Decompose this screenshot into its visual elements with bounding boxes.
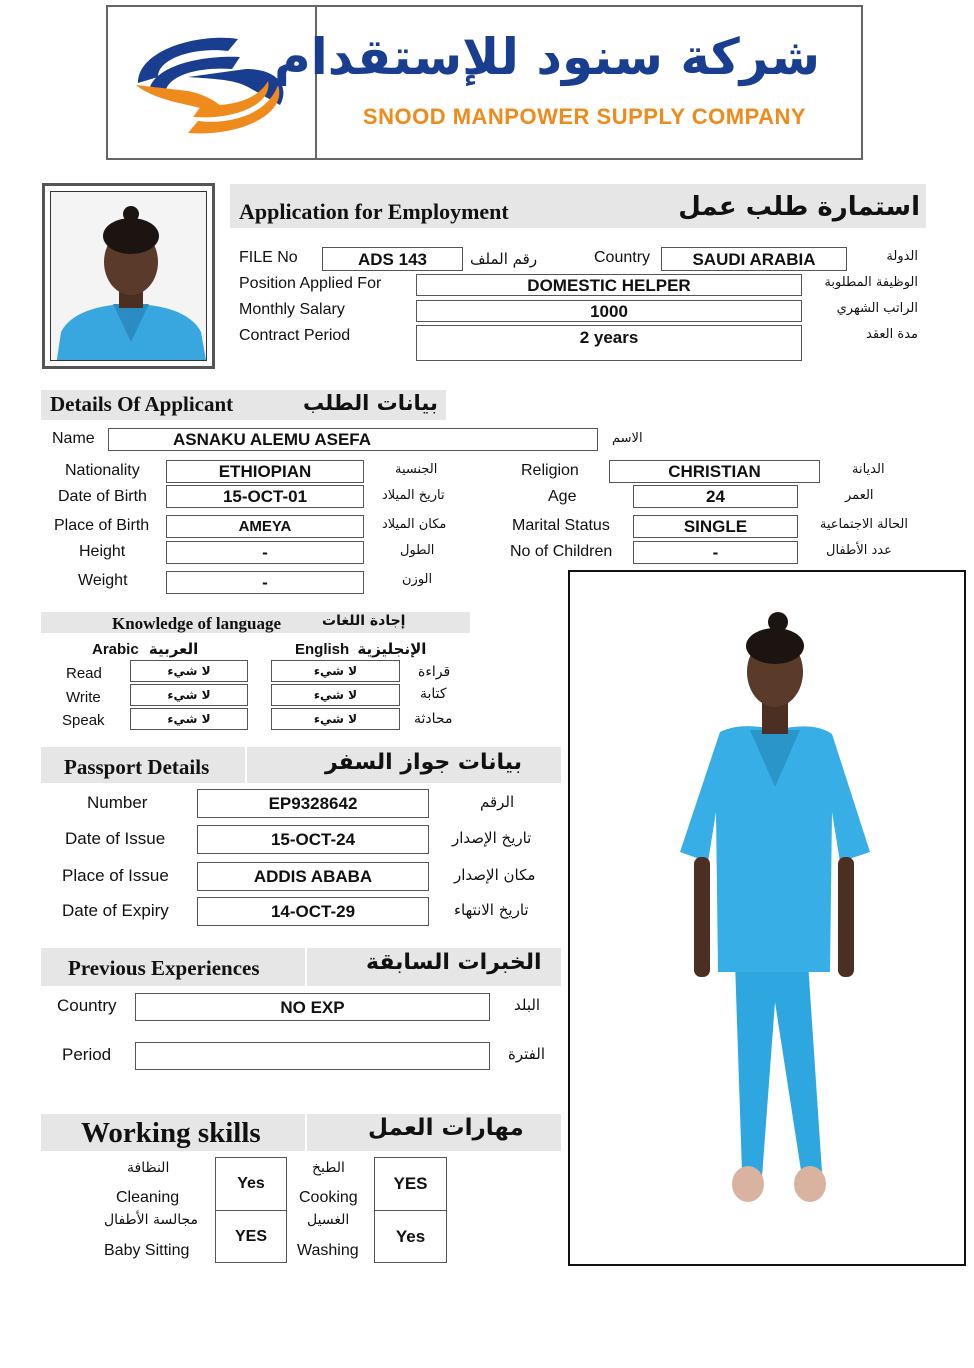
passport-place-label-ar: مكان الإصدار bbox=[454, 866, 536, 884]
babysitting-value: YES bbox=[215, 1210, 287, 1263]
contract-label: Contract Period bbox=[239, 327, 351, 344]
lang-speak-label-ar: محادثة bbox=[414, 711, 453, 727]
nationality-label-ar: الجنسية bbox=[395, 462, 438, 477]
passport-expiry-label-ar: تاريخ الانتهاء bbox=[454, 901, 529, 919]
name-label: Name bbox=[52, 430, 95, 447]
washing-label-ar: الغسيل bbox=[307, 1212, 350, 1228]
washing-label: Washing bbox=[297, 1242, 359, 1259]
contract-label-ar: مدة العقد bbox=[866, 327, 918, 342]
lang-write-arabic: لا شيء bbox=[130, 684, 248, 706]
passport-expiry-label: Date of Expiry bbox=[62, 901, 169, 920]
marital-label: Marital Status bbox=[512, 517, 610, 534]
dob-label: Date of Birth bbox=[58, 488, 147, 505]
country-label-ar: الدولة bbox=[886, 249, 918, 264]
experience-period-label: Period bbox=[62, 1045, 112, 1064]
experience-country-label: Country bbox=[57, 996, 117, 1015]
country-label: Country bbox=[594, 249, 651, 266]
title-english: Application for Employment bbox=[239, 199, 509, 224]
passport-issue-label-ar: تاريخ الإصدار bbox=[452, 829, 532, 847]
babysitting-label-ar: مجالسة الأطفال bbox=[104, 1212, 199, 1228]
applicant-section-title-ar: بيانات الطلب bbox=[303, 391, 438, 415]
salary-label: Monthly Salary bbox=[239, 301, 345, 318]
language-section-title-ar: إجادة اللغات bbox=[322, 613, 406, 629]
country-field: SAUDI ARABIA bbox=[661, 247, 847, 271]
marital-field: SINGLE bbox=[633, 515, 798, 538]
file-no-field: ADS 143 bbox=[322, 247, 463, 271]
cooking-value: YES bbox=[374, 1157, 447, 1211]
height-label: Height bbox=[79, 543, 126, 560]
nationality-label: Nationality bbox=[65, 462, 140, 479]
passport-place-label: Place of Issue bbox=[62, 866, 169, 885]
lang-speak-arabic: لا شيء bbox=[130, 708, 248, 730]
position-label: Position Applied For bbox=[239, 275, 382, 292]
passport-section-title-ar: بيانات جواز السفر bbox=[325, 750, 523, 775]
title-arabic: استمارة طلب عمل bbox=[678, 192, 920, 222]
skills-band-divider bbox=[305, 1114, 307, 1151]
language-section-title: Knowledge of language bbox=[112, 614, 282, 633]
cleaning-value: Yes bbox=[215, 1157, 287, 1211]
children-label: No of Children bbox=[510, 543, 613, 560]
english-header bbox=[295, 640, 426, 658]
arabic-label-ar: العربية bbox=[148, 640, 199, 658]
lang-read-english: لا شيء bbox=[271, 660, 400, 682]
english-label: English bbox=[295, 641, 350, 658]
skills-section-title: Working skills bbox=[81, 1117, 261, 1149]
english-label-ar: الإنجليزية bbox=[357, 640, 427, 658]
lang-speak-english: لا شيء bbox=[271, 708, 400, 730]
experience-band-divider bbox=[305, 948, 307, 986]
religion-field: CHRISTIAN bbox=[609, 460, 820, 483]
file-no-label-ar: رقم الملف bbox=[470, 250, 538, 268]
contract-field: 2 years bbox=[416, 325, 802, 361]
name-field: ASNAKU ALEMU ASEFA bbox=[108, 428, 598, 451]
cleaning-label-ar: النظافة bbox=[127, 1160, 170, 1176]
children-field: - bbox=[633, 541, 798, 564]
passport-number-label-ar: الرقم bbox=[480, 793, 515, 811]
position-field: DOMESTIC HELPER bbox=[416, 274, 802, 296]
height-label-ar: الطول bbox=[400, 543, 435, 558]
lang-read-arabic: لا شيء bbox=[130, 660, 248, 682]
experience-period-field bbox=[135, 1042, 490, 1070]
pob-label-ar: مكان الميلاد bbox=[382, 517, 447, 532]
cooking-label: Cooking bbox=[299, 1189, 358, 1206]
pob-field: AMEYA bbox=[166, 515, 364, 538]
passport-expiry-field: 14-OCT-29 bbox=[197, 897, 429, 926]
company-name-english: SNOOD MANPOWER SUPPLY COMPANY bbox=[362, 104, 807, 129]
applicant-photo-full bbox=[568, 570, 966, 1266]
arabic-label: Arabic bbox=[92, 641, 139, 658]
weight-field: - bbox=[166, 571, 364, 594]
age-label-ar: العمر bbox=[845, 488, 874, 503]
lang-speak-label: Speak bbox=[62, 712, 105, 729]
experience-country-label-ar: البلد bbox=[514, 996, 541, 1014]
lang-write-label: Write bbox=[66, 689, 101, 706]
children-label-ar: عدد الأطفال bbox=[826, 543, 892, 558]
applicant-photo-small bbox=[42, 183, 215, 369]
experience-section-title-ar: الخبرات السابقة bbox=[366, 950, 542, 975]
name-label-ar: الاسم bbox=[612, 431, 643, 446]
passport-band-divider bbox=[245, 747, 247, 783]
lang-read-label: Read bbox=[66, 665, 102, 682]
religion-label-ar: الديانة bbox=[852, 462, 885, 477]
salary-field: 1000 bbox=[416, 300, 802, 322]
passport-section-title: Passport Details bbox=[64, 755, 210, 779]
company-logo bbox=[128, 25, 293, 145]
experience-period-label-ar: الفترة bbox=[508, 1045, 545, 1063]
experience-section-title: Previous Experiences bbox=[68, 956, 260, 980]
arabic-header bbox=[92, 640, 198, 658]
lang-write-label-ar: كتابة bbox=[420, 686, 447, 702]
passport-issue-label: Date of Issue bbox=[65, 829, 166, 848]
age-label: Age bbox=[548, 488, 577, 505]
skills-section-title-ar: مهارات العمل bbox=[368, 1115, 524, 1141]
applicant-section-title: Details Of Applicant bbox=[50, 392, 234, 416]
height-field: - bbox=[166, 541, 364, 564]
babysitting-label: Baby Sitting bbox=[104, 1242, 190, 1259]
experience-country-field: NO EXP bbox=[135, 993, 490, 1021]
salary-label-ar: الراتب الشهري bbox=[836, 301, 918, 316]
religion-label: Religion bbox=[521, 462, 579, 479]
washing-value: Yes bbox=[374, 1210, 447, 1263]
passport-place-field: ADDIS ABABA bbox=[197, 862, 429, 891]
position-label-ar: الوظيفة المطلوبة bbox=[824, 275, 918, 290]
pob-label: Place of Birth bbox=[54, 517, 150, 534]
marital-label-ar: الحالة الاجتماعية bbox=[819, 517, 908, 532]
nationality-field: ETHIOPIAN bbox=[166, 460, 364, 483]
cleaning-label: Cleaning bbox=[116, 1189, 180, 1206]
lang-read-label-ar: قراءة bbox=[418, 664, 451, 680]
passport-number-field: EP9328642 bbox=[197, 789, 429, 818]
dob-field: 15-OCT-01 bbox=[166, 485, 364, 508]
file-no-label: FILE No bbox=[239, 249, 298, 266]
passport-issue-field: 15-OCT-24 bbox=[197, 825, 429, 854]
lang-write-english: لا شيء bbox=[271, 684, 400, 706]
weight-label: Weight bbox=[78, 572, 128, 589]
age-field: 24 bbox=[633, 485, 798, 508]
cooking-label-ar: الطبخ bbox=[312, 1160, 345, 1176]
weight-label-ar: الوزن bbox=[402, 572, 433, 587]
passport-number-label: Number bbox=[87, 793, 148, 812]
company-name-arabic: شركة سنود للإستقدام bbox=[273, 28, 820, 86]
dob-label-ar: تاريخ الميلاد bbox=[382, 488, 445, 503]
